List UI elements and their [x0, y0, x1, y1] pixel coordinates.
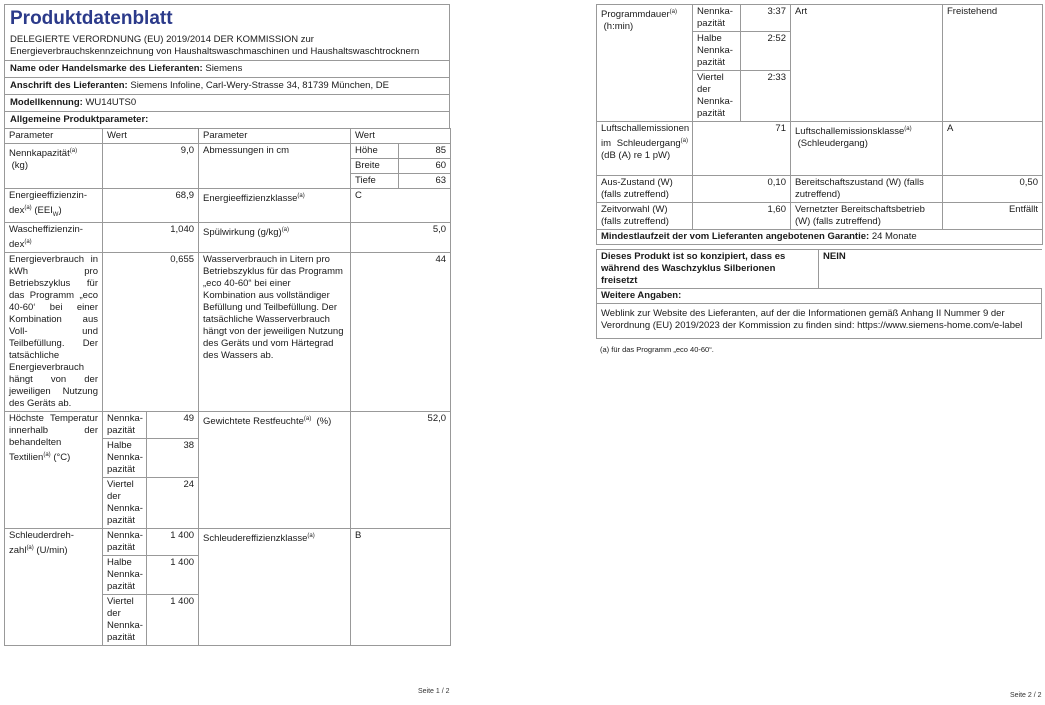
rinse-cell	[199, 223, 351, 253]
energy-label: Energieverbrauch in kWh pro Betriebszyklus für das Programm „eco 40-60‘ bei einer Kombination aus Voll- und Teilbefüllung. Der tatsächliche Energieverbrauch hängt von der jeweiligen Nutzung des Geräts ab.	[5, 253, 103, 412]
eclass-value: C	[351, 189, 451, 223]
height-value: 85	[399, 144, 451, 159]
supplier-value: Siemens	[205, 63, 243, 74]
temp-half-value: 38	[147, 439, 199, 478]
footnote-mark: (a)	[24, 205, 32, 211]
spin-full-value: 1 400	[147, 529, 199, 556]
noise-label: Luftschallemissionen im Schleudergang	[601, 123, 690, 150]
duration-half-label: Halbe Nennka-pazität	[693, 32, 741, 71]
eei-cell: Energieeffizienzin-dex$^{(a)}$ $(EEI_W)$	[5, 189, 103, 223]
eei-unit: (EEI	[34, 205, 53, 217]
temp-cell	[5, 412, 103, 529]
footnote-mark: (a)	[69, 148, 78, 154]
rinse-label: Spülwirkung (g/kg)	[203, 227, 282, 239]
moist-unit: (%)	[316, 416, 332, 428]
model-value: WU14UTS0	[85, 97, 137, 108]
duration-quarter-value: 2:33	[741, 71, 791, 122]
eclass-cell	[199, 189, 351, 223]
spin-quarter-value: 1 400	[147, 595, 199, 646]
standby-label: Bereitschaftszustand (W) (falls zutreffend)	[791, 176, 943, 203]
capacity-unit: (kg)	[11, 160, 29, 172]
duration-row-full	[597, 5, 1043, 32]
supplier-label: Name oder Handelsmarke des Lieferanten:	[10, 63, 203, 74]
eei-sub: W	[52, 212, 59, 219]
noise-row	[597, 122, 1043, 176]
noiseclass-value: A	[943, 122, 1043, 176]
wash-row	[5, 223, 451, 253]
regulation-text: DELEGIERTE VERORDNUNG (EU) 2019/2014 DER KOMMISSION zur Energieverbrauchskennzeichnung von Haushaltswaschmaschinen und Haushaltswaschtrocknern	[10, 34, 420, 57]
silver-table	[596, 249, 1042, 339]
noise-unit: (dB (A) re 1 pW)	[601, 150, 671, 162]
width-label: Breite	[351, 159, 399, 174]
header-param-2: Parameter	[199, 129, 351, 144]
eei-value: 68,9	[103, 189, 199, 223]
model-label: Modellkennung:	[10, 97, 83, 108]
moist-value: 52,0	[351, 412, 451, 529]
params-table-2	[596, 4, 1043, 245]
spinclass-label: Schleudereffizienzklasse	[203, 533, 308, 545]
header-box	[4, 4, 450, 129]
footnote-mark: (a)	[669, 9, 677, 15]
capacity-label: Nennkapazität	[9, 148, 70, 160]
noise-value: 71	[693, 122, 791, 176]
header-param: Parameter	[5, 129, 103, 144]
off-value: 0,10	[693, 176, 791, 203]
footnote: (a) für das Programm „eco 40-60“.	[600, 345, 714, 354]
wash-cell	[5, 223, 103, 253]
depth-value: 63	[399, 174, 451, 189]
moist-cell	[199, 412, 351, 529]
off-label: Aus-Zustand (W) (falls zutreffend)	[597, 176, 693, 203]
silver-value: NEIN	[819, 250, 1042, 289]
width-value: 60	[399, 159, 451, 174]
duration-quarter-label: Viertel der Nennka-pazität	[693, 71, 741, 122]
temp-unit: (°C)	[53, 452, 71, 464]
wash-label: Wascheffizienzin-dex	[9, 224, 83, 251]
capacity-value: 9,0	[103, 144, 199, 189]
footnote-mark: (a)	[24, 239, 32, 246]
spin-quarter-label: Viertel der Nennka-pazität	[103, 595, 147, 646]
type-label: Art	[791, 5, 943, 122]
footnote-mark: (a)	[26, 545, 34, 552]
energy-value: 0,655	[103, 253, 199, 412]
header-value: Wert	[103, 129, 199, 144]
duration-label: Programmdauer	[601, 9, 670, 21]
eei-label: Energieeffizienzin-dex	[9, 190, 87, 217]
spin-full-label: Nennka-pazität	[103, 529, 147, 556]
eclass-label: Energieeffizienzklasse	[203, 193, 298, 205]
temp-row-full	[5, 412, 451, 439]
noiseclass-label: Luftschallemissionsklasse	[795, 126, 905, 138]
temp-label: Höchste Temperatur innerhalb der behandelten Textilien	[9, 413, 98, 464]
network-label: Vernetzter Bereitschaftsbetrieb (W) (falls zutreffend)	[791, 203, 943, 230]
footnote-mark: (a)	[281, 227, 290, 234]
footnote-mark: (a)	[680, 138, 688, 144]
duration-full-label: Nennka-pazität	[693, 5, 741, 32]
spin-half-value: 1 400	[147, 556, 199, 595]
standby-value: 0,50	[943, 176, 1043, 203]
footnote-mark: (a)	[904, 126, 912, 132]
page-number-1: Seite 1 / 2	[418, 688, 450, 695]
page-1	[4, 4, 450, 646]
off-row	[597, 176, 1043, 203]
temp-half-label: Halbe Nennka-pazität	[103, 439, 147, 478]
address-label: Anschrift des Lieferanten:	[10, 80, 128, 91]
guarantee-cell	[597, 230, 1043, 245]
more-row	[597, 289, 1042, 304]
general-params-label: Allgemeine Produktparameter:	[5, 111, 449, 128]
guarantee-value: 24 Monate	[871, 231, 917, 242]
address-value: Siemens Infoline, Carl-Wery-Strasse 34, 81739 München, DE	[130, 80, 389, 91]
duration-full-value: 3:37	[741, 5, 791, 32]
spin-unit: (U/min)	[36, 545, 68, 557]
capacity-cell	[5, 144, 103, 189]
temp-full-value: 49	[147, 412, 199, 439]
silver-label: Dieses Produkt ist so konzipiert, dass es während des Waschzyklus Silberionen freisetzt	[597, 250, 819, 289]
moist-label: Gewichtete Restfeuchte	[203, 416, 304, 428]
delay-row	[597, 203, 1043, 230]
more-label: Weitere Angaben:	[597, 289, 1042, 304]
footnote-mark: (a)	[43, 452, 51, 459]
supplier-row	[5, 60, 449, 77]
duration-cell	[597, 5, 693, 122]
params-table-1	[4, 128, 451, 646]
noiseclass-cell	[791, 122, 943, 176]
water-value: 44	[351, 253, 451, 412]
model-row	[5, 94, 449, 111]
type-value: Freistehend	[943, 5, 1043, 122]
silver-row	[597, 250, 1042, 289]
page-2	[596, 4, 1042, 360]
guarantee-label: Mindestlaufzeit der vom Lieferanten angebotenen Garantie:	[601, 231, 870, 242]
rinse-value: 5,0	[351, 223, 451, 253]
network-value: Entfällt	[943, 203, 1043, 230]
dimensions-label: Abmessungen in cm	[199, 144, 351, 189]
capacity-row-1	[5, 144, 451, 159]
spin-row-full	[5, 529, 451, 556]
eei-row	[5, 189, 451, 223]
noiseclass-unit: (Schleudergang)	[797, 138, 868, 150]
temp-quarter-value: 24	[147, 478, 199, 529]
footnote-mark: (a)	[297, 193, 305, 199]
temp-quarter-label: Viertel der Nennka-pazität	[103, 478, 147, 529]
noise-cell	[597, 122, 693, 176]
spin-label: Schleuderdreh-zahl	[9, 530, 74, 557]
spin-cell	[5, 529, 103, 646]
spinclass-cell	[199, 529, 351, 646]
footnote-mark: (a)	[303, 416, 312, 423]
water-label: Wasserverbrauch in Litern pro Betriebszyklus für das Programm „eco 40-60“ bei einer Kombination aus vollständiger Befüllung und Teilbefüllung. Der tatsächliche Wasserverbrauch hängt von der jeweiligen Nutzung des Geräts und vom Härtegrad des Wassers ab.	[199, 253, 351, 412]
spin-half-label: Halbe Nennka-pazität	[103, 556, 147, 595]
temp-full-label: Nennka-pazität	[103, 412, 147, 439]
height-label: Höhe	[351, 144, 399, 159]
page-number-2: Seite 2 / 2	[1010, 692, 1042, 699]
delay-label: Zeitvorwahl (W) (falls zutreffend)	[597, 203, 693, 230]
spinclass-value: B	[351, 529, 451, 646]
page-title: Produktdatenblatt	[10, 8, 173, 29]
weblink-text: Weblink zur Website des Lieferanten, auf der die Informationen gemäß Anhang II Nummer 9 der Verordnung (EU) 2019/2023 der Kommission zu finden sind: https://www.siemens-home.com/e-label	[597, 304, 1042, 339]
depth-label: Tiefe	[351, 174, 399, 189]
guarantee-row	[597, 230, 1043, 245]
footnote-mark: (a)	[307, 533, 315, 540]
header-value-2: Wert	[351, 129, 451, 144]
duration-half-value: 2:52	[741, 32, 791, 71]
address-row	[5, 77, 449, 94]
duration-unit: (h:min)	[603, 21, 634, 33]
table-header-row	[5, 129, 451, 144]
weblink-row	[597, 304, 1042, 339]
wash-value: 1,040	[103, 223, 199, 253]
delay-value: 1,60	[693, 203, 791, 230]
energy-row	[5, 253, 451, 412]
